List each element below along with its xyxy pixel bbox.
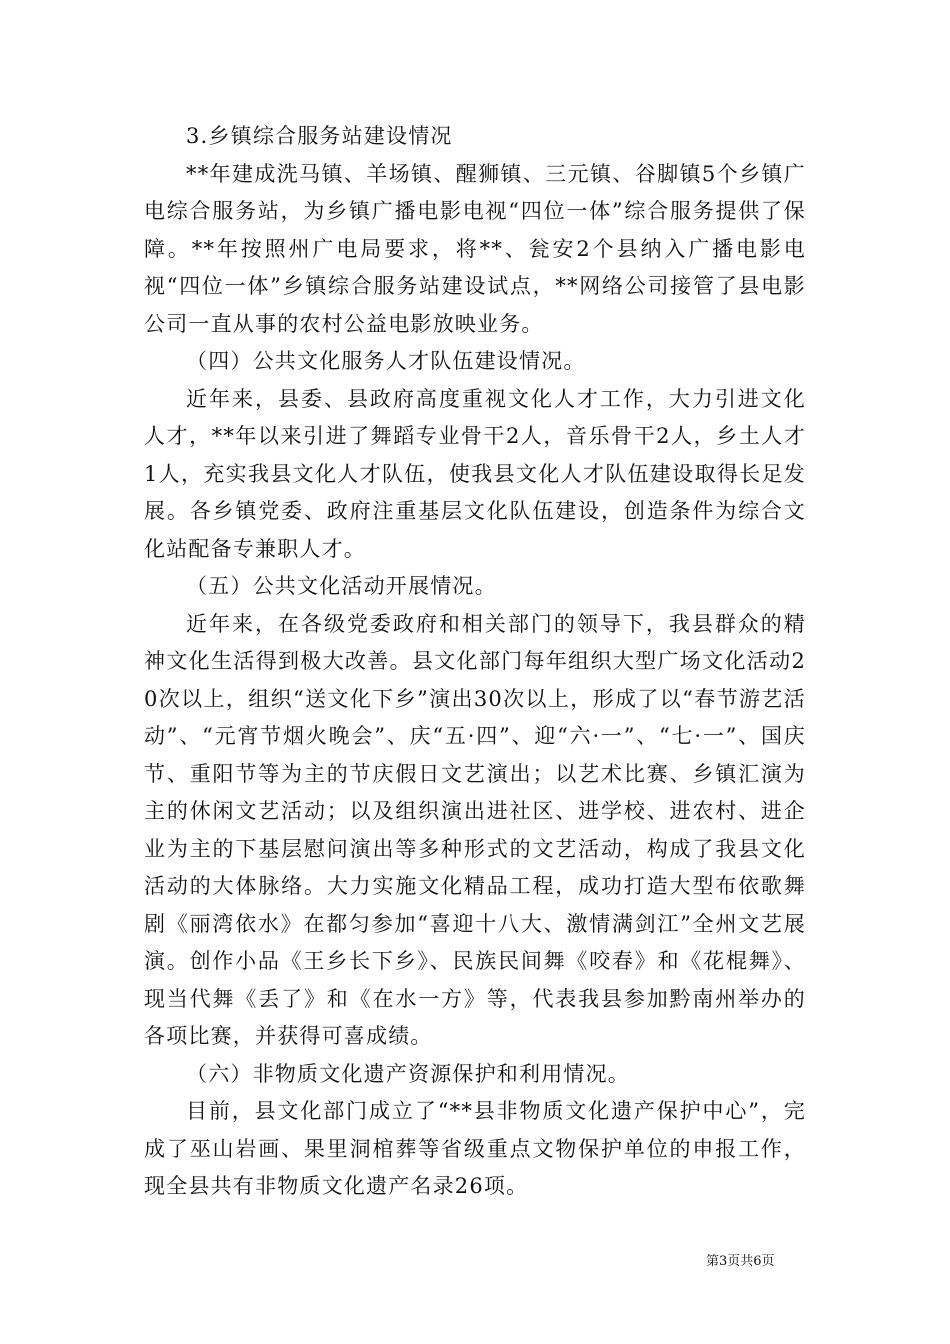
paragraph-talent: 近年来，县委、县政府高度重视文化人才工作，大力引进文化人才，**年以来引进了舞蹈专业骨干2人，音乐骨干2人，乡土人才1人，充实我县文化人才队伍，使我县文化人才队伍建设取得长足发展。各乡镇党委、政府注重基层文化队伍建设，创造条件为综合文化站配备专兼职人才。 — [144, 386, 806, 561]
document-body — [144, 118, 806, 1206]
paragraph-heading-5: （五）公共文化活动开展情况。 — [186, 574, 497, 598]
paragraph-heading-6: （六）非物质文化遗产资源保护和利用情况。 — [186, 1061, 630, 1086]
paragraph-activities: 近年来，在各级党委政府和相关部门的领导下，我县群众的精神文化生活得到极大改善。县文化部门每年组织大型广场文化活动20次以上，组织“送文化下乡”演出30次以上，形成了以“春节游艺活动”、“元宵节烟火晚会”、庆“五·四”、迎“六·一”、“七·一”、国庆节、重阳节等为主的节庆假日文艺演出；以艺术比赛、乡镇汇演为主的休闲文艺活动；以及组织演出进社区、进学校、进农村、进企业为主的下基层慰问演出等多种形式的文艺活动，构成了我县文化活动的大体脉络。大力实施文化精品工程，成功打造大型布依歌舞剧《丽湾依水》在都匀参加“喜迎十八大、激情满剑江”全州文艺展演。创作小品《王乡长下乡》、民族民间舞《咬春》和《花棍舞》、现当代舞《丢了》和《在水一方》等，代表我县参加黔南州举办的各项比赛，并获得可喜成绩。 — [144, 611, 806, 1048]
paragraph-heading-4: （四）公共文化服务人才队伍建设情况。 — [186, 349, 586, 373]
paragraph-heritage: 目前，县文化部门成立了“**县非物质文化遗产保护中心”，完成了巫山岩画、果里洞棺葬等省级重点文物保护单位的申报工作，现全县共有非物质文化遗产名录26项。 — [144, 1099, 806, 1198]
paragraph-service-stations: **年建成洗马镇、羊场镇、醒狮镇、三元镇、谷脚镇5个乡镇广电综合服务站，为乡镇广播电影电视“四位一体”综合服务提供了保障。**年按照州广电局要求，将**、瓮安2个县纳入广播电影电视“四位一体”乡镇综合服务站建设试点，**网络公司接管了县电影公司一直从事的农村公益电影放映业务。 — [144, 161, 806, 336]
paragraph-section-3-heading: 3.乡镇综合服务站建设情况 — [186, 124, 453, 148]
page-number: 第3页共6页 — [706, 1254, 775, 1269]
